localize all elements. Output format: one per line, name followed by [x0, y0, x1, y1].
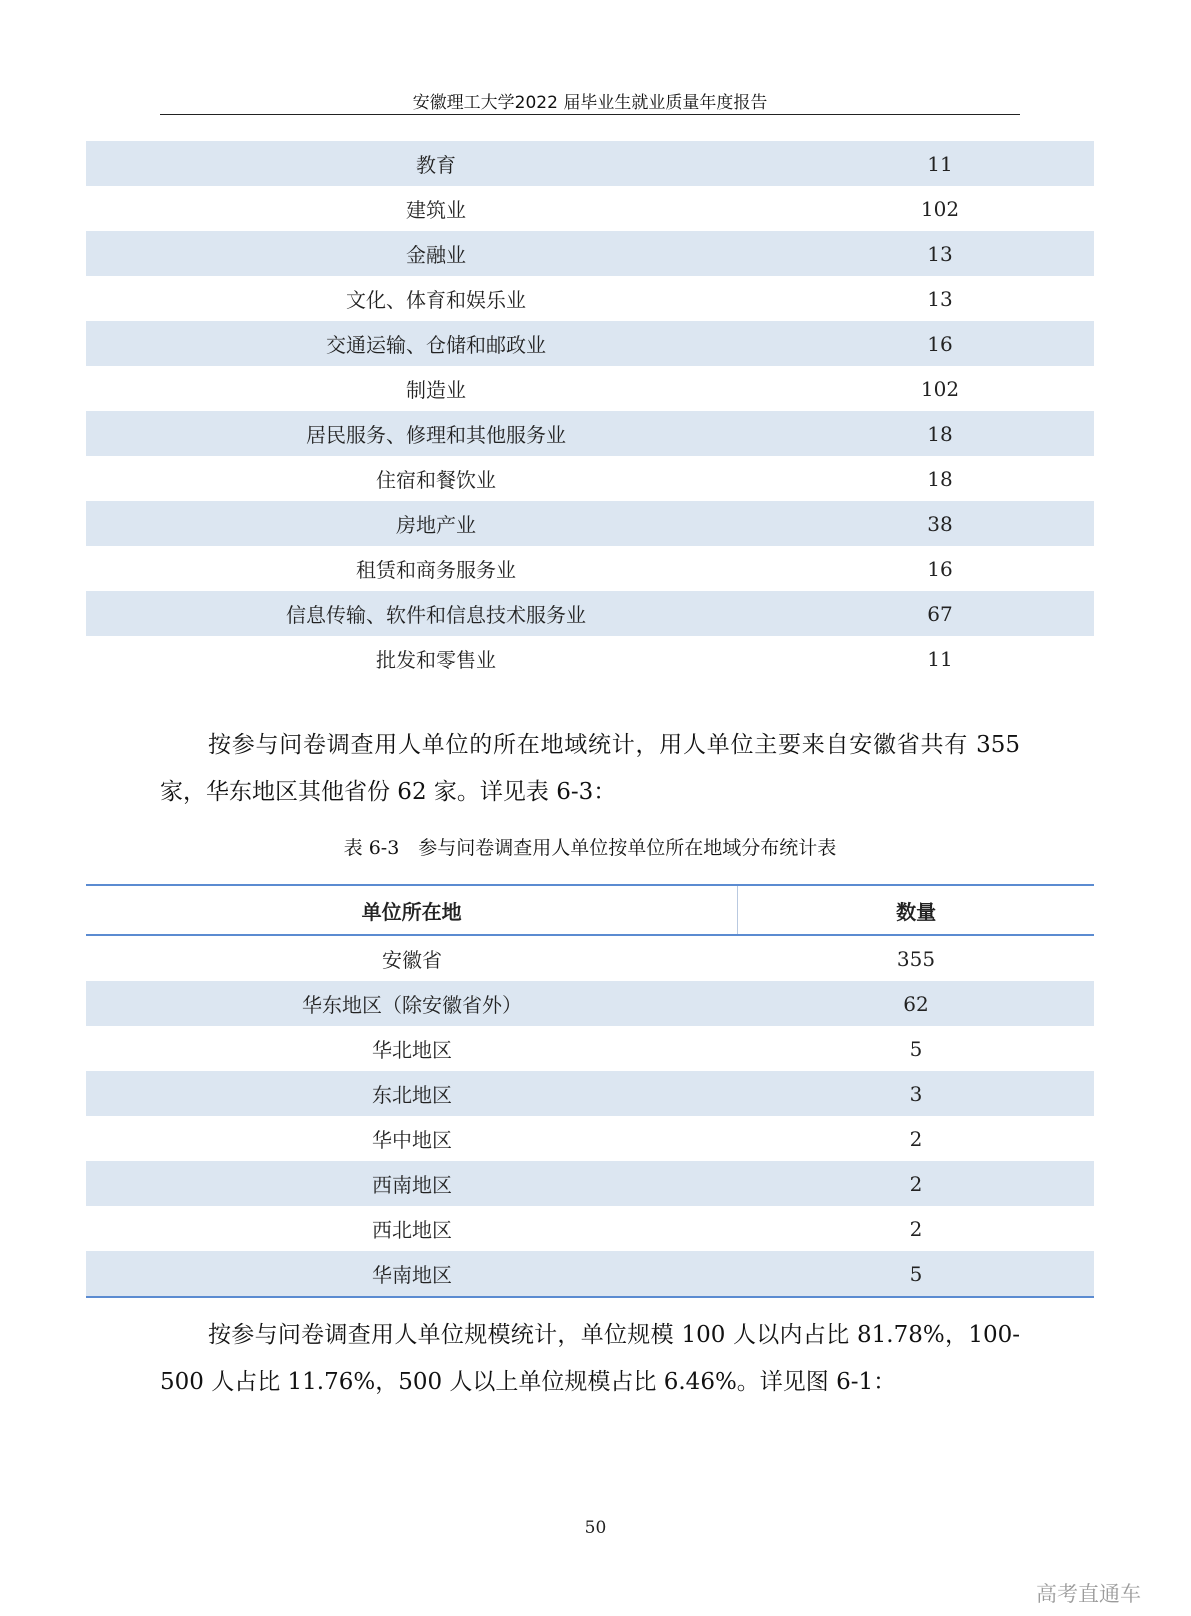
- industry-count: 11: [927, 151, 953, 176]
- table-row: [86, 141, 1094, 186]
- table-row: [86, 1116, 1094, 1161]
- header-divider: [160, 114, 1020, 115]
- table-row: [86, 411, 1094, 456]
- industry-count: 16: [927, 331, 953, 356]
- column-header-count: 数量: [896, 899, 937, 924]
- table-body: [86, 936, 1094, 1298]
- industry-count: 67: [927, 601, 953, 626]
- industry-name: 住宿和餐饮业: [376, 468, 496, 492]
- industry-name: 租赁和商务服务业: [356, 558, 516, 582]
- region-name: 华东地区（除安徽省外）: [302, 993, 522, 1017]
- table-row: [86, 1206, 1094, 1251]
- industry-name: 信息传输、软件和信息技术服务业: [286, 603, 586, 627]
- region-name: 西北地区: [372, 1218, 452, 1242]
- region-name: 西南地区: [372, 1173, 452, 1197]
- region-table: [86, 884, 1094, 1298]
- region-count: 5: [909, 1261, 923, 1286]
- table-row: [86, 1251, 1094, 1296]
- region-name: 华南地区: [372, 1263, 452, 1287]
- region-count: 62: [903, 991, 929, 1016]
- industry-name: 居民服务、修理和其他服务业: [306, 423, 566, 447]
- industry-count: 38: [927, 511, 953, 536]
- region-name: 安徽省: [382, 948, 442, 972]
- table-caption: 表 6-3 参与问卷调查用人单位按单位所在地域分布统计表: [343, 837, 837, 859]
- region-count: 5: [909, 1036, 923, 1061]
- scale-paragraph: 按参与问卷调查用人单位规模统计，单位规模 100 人以内占比 81.78%，100-500 人占比 11.76%，500 人以上单位规模占比 6.46%。详见图 6-1：: [160, 1322, 1020, 1395]
- table-row: [86, 936, 1094, 981]
- region-name: 华北地区: [372, 1038, 452, 1062]
- page-header: 安徽理工大学2022 届毕业生就业质量年度报告: [412, 93, 768, 113]
- industry-count: 18: [927, 421, 953, 446]
- table-row: [86, 321, 1094, 366]
- industry-count: 16: [927, 556, 953, 581]
- industry-name: 批发和零售业: [376, 648, 496, 672]
- table-row: [86, 981, 1094, 1026]
- region-paragraph: 按参与问卷调查用人单位的所在地域统计，用人单位主要来自安徽省共有 355 家，华东地区其他省份 62 家。详见表 6-3：: [160, 732, 1020, 805]
- table-row: [86, 366, 1094, 411]
- table-header-row: [86, 884, 1094, 936]
- table-row: [86, 231, 1094, 276]
- industry-count: 102: [920, 196, 960, 221]
- watermark: 高考直通车: [1036, 1582, 1141, 1606]
- industry-name: 文化、体育和娱乐业: [346, 288, 526, 312]
- table-row: [86, 1161, 1094, 1206]
- industry-name: 交通运输、仓储和邮政业: [326, 333, 546, 357]
- region-name: 东北地区: [372, 1083, 452, 1107]
- region-count: 2: [909, 1126, 923, 1151]
- industry-count: 11: [927, 646, 953, 671]
- industry-name: 建筑业: [406, 198, 466, 222]
- industry-name: 制造业: [406, 378, 466, 402]
- table-row: [86, 1071, 1094, 1116]
- column-header-location: 单位所在地: [86, 886, 738, 934]
- region-count: 3: [909, 1081, 923, 1106]
- table-row: [86, 456, 1094, 501]
- industry-name: 房地产业: [396, 513, 476, 537]
- page-number: 50: [584, 1518, 607, 1538]
- region-count: 355: [896, 946, 936, 971]
- table-row: [86, 591, 1094, 636]
- region-count: 2: [909, 1171, 923, 1196]
- industry-count: 18: [927, 466, 953, 491]
- industry-table: [86, 141, 1094, 681]
- industry-count: 102: [920, 376, 960, 401]
- region-name: 华中地区: [372, 1128, 452, 1152]
- industry-name: 教育: [416, 153, 456, 177]
- region-count: 2: [909, 1216, 923, 1241]
- industry-name: 金融业: [406, 243, 466, 267]
- industry-count: 13: [927, 241, 953, 266]
- table-row: [86, 1026, 1094, 1071]
- table-row: [86, 186, 1094, 231]
- industry-count: 13: [927, 286, 953, 311]
- table-row: [86, 276, 1094, 321]
- table-row: [86, 546, 1094, 591]
- table-row: [86, 501, 1094, 546]
- table-row: [86, 636, 1094, 681]
